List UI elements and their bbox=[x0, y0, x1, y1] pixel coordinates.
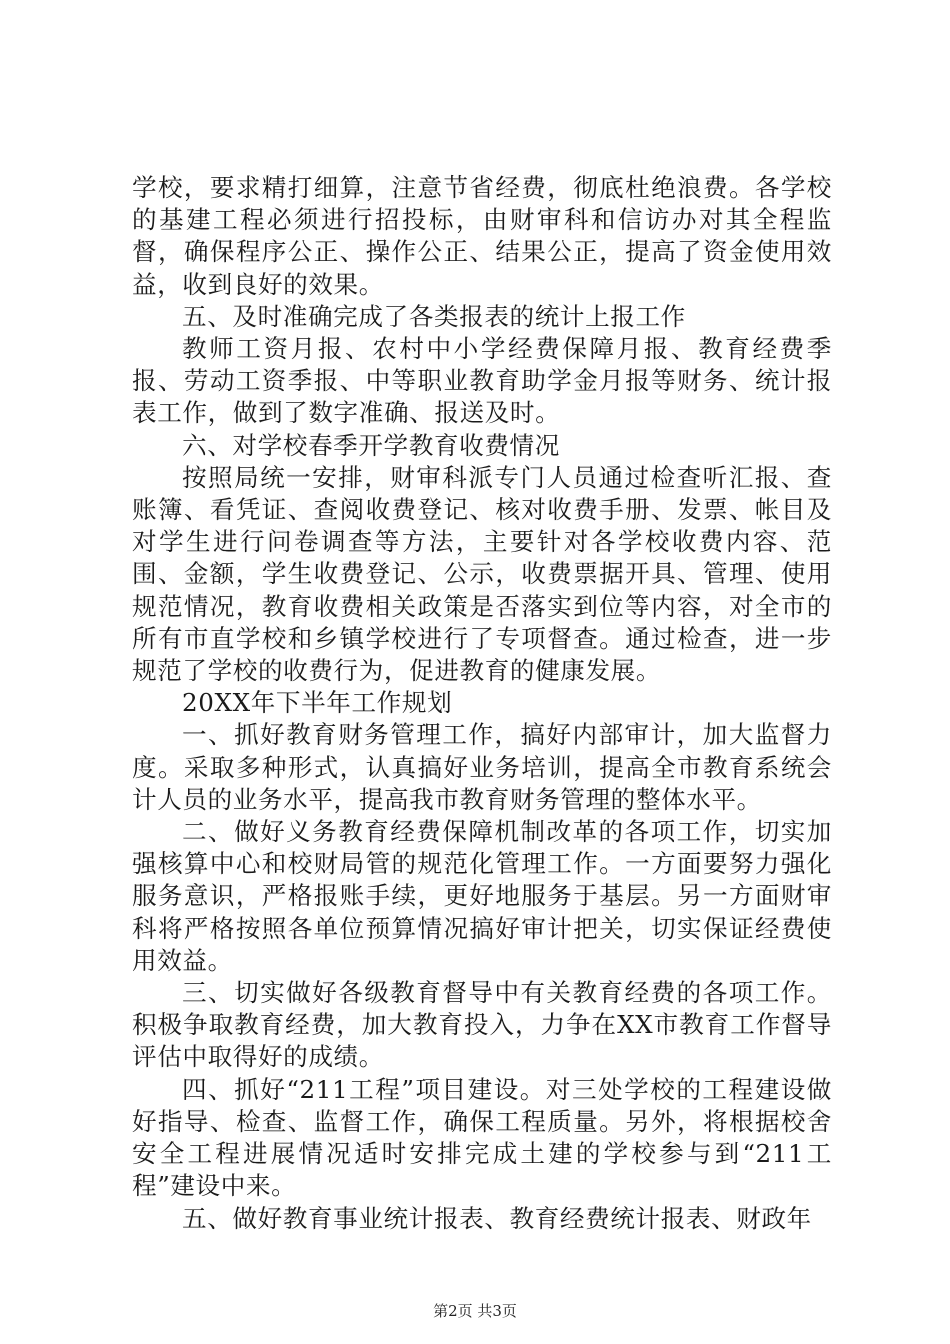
paragraph: 教师工资月报、农村中小学经费保障月报、教育经费季报、劳动工资季报、中等职业教育助学金月报等财务、统计报表工作，做到了数字准确、报送及时。 bbox=[132, 334, 832, 428]
paragraph: 五、做好教育事业统计报表、教育经费统计报表、财政年 bbox=[182, 1203, 812, 1233]
document-body bbox=[132, 172, 832, 1235]
page-footer: 第2页 共3页 bbox=[433, 1302, 517, 1320]
paragraph: 按照局统一安排，财审科派专门人员通过检查听汇报、查账簿、看凭证、查阅收费登记、核对收费手册、发票、帐目及对学生进行问卷调查等方法，主要针对各学校收费内容、范围、金额，学生收费登记、公示，收费票据开具、管理、使用规范情况，教育收费相关政策是否落实到位等内容，对全市的所有市直学校和乡镇学校进行了专项督查。通过检查，进一步规范了学校的收费行为，促进教育的健康发展。 bbox=[132, 462, 832, 686]
paragraph: 四、抓好“211工程”项目建设。对三处学校的工程建设做好指导、检查、监督工作，确保工程质量。另外，将根据校舍安全工程进展情况适时安排完成土建的学校参与到“211工程”建设中来。 bbox=[132, 1074, 832, 1201]
paragraph: 三、切实做好各级教育督导中有关教育经费的各项工作。积极争取教育经费，加大教育投入，力争在XX市教育工作督导评估中取得好的成绩。 bbox=[132, 978, 832, 1072]
section-heading: 20XX年下半年工作规划 bbox=[182, 688, 453, 718]
paragraph: 一、抓好教育财务管理工作，搞好内部审计，加大监督力度。采取多种形式，认真搞好业务培训，提高全市教育系统会计人员的业务水平，提高我市教育财务管理的整体水平。 bbox=[132, 720, 832, 814]
section-heading: 五、及时准确完成了各类报表的统计上报工作 bbox=[182, 301, 686, 331]
paragraph: 学校，要求精打细算，注意节省经费，彻底杜绝浪费。各学校的基建工程必须进行招投标，由财审科和信访办对其全程监督，确保程序公正、操作公正、结果公正，提高了资金使用效益，收到良好的效果。 bbox=[132, 173, 832, 299]
section-heading: 六、对学校春季开学教育收费情况 bbox=[182, 430, 560, 460]
paragraph: 二、做好义务教育经费保障机制改革的各项工作，切实加强核算中心和校财局管的规范化管理工作。一方面要努力强化服务意识，严格报账手续，更好地服务于基层。另一方面财审科将严格按照各单位预算情况搞好审计把关，切实保证经费使用效益。 bbox=[132, 817, 832, 975]
